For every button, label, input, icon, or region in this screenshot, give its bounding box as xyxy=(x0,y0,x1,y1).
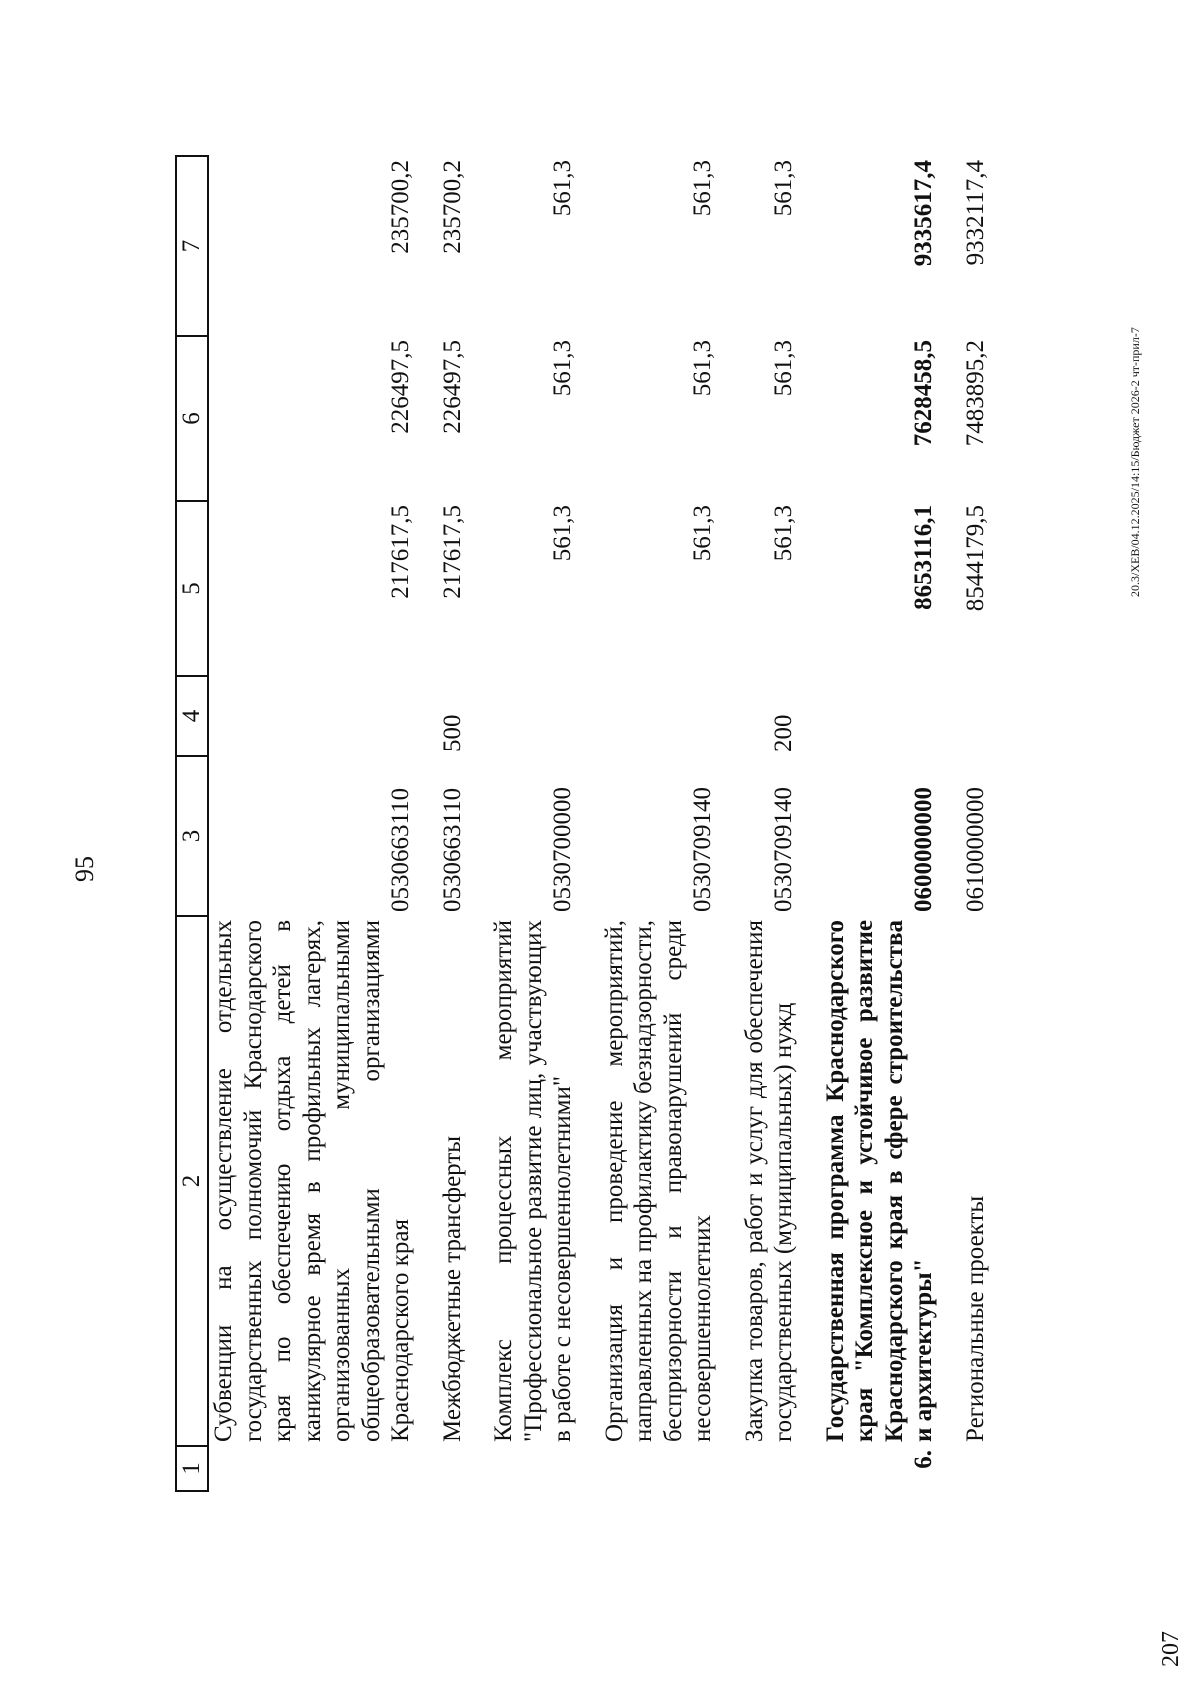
col-header-1: 1 xyxy=(176,1446,208,1491)
row-value-5: 561,3 xyxy=(689,505,716,562)
row-value-6: 561,3 xyxy=(770,340,797,397)
table-row xyxy=(438,156,490,1491)
col-header-2: 2 xyxy=(176,916,208,1446)
row-type: 500 xyxy=(438,714,466,752)
row-number xyxy=(438,1446,490,1491)
row-value-6: 226497,5 xyxy=(438,340,466,434)
row-code: 0610000000 xyxy=(961,787,989,912)
row-value-7: 235700,2 xyxy=(438,160,466,254)
row-value-7: 235700,2 xyxy=(387,160,414,254)
page-number: 95 xyxy=(70,856,99,882)
row-value-7: 561,3 xyxy=(689,160,716,217)
row-type xyxy=(489,676,600,756)
row-code: 0530709140 xyxy=(770,787,797,912)
row-type xyxy=(208,676,438,756)
row-name: Государственная программа Краснодарского края "Комплексное и устойчивое развитие Краснодарского края в сфере строительства и архитектуры" xyxy=(821,920,937,1442)
row-value-6: 226497,5 xyxy=(387,340,414,434)
row-value-5: 561,3 xyxy=(770,505,797,562)
row-number xyxy=(489,1446,600,1491)
row-value-7: 561,3 xyxy=(770,160,797,217)
row-code: 0530663110 xyxy=(438,787,466,912)
row-value-7: 9335617,4 xyxy=(910,160,937,267)
row-value-5: 561,3 xyxy=(549,505,576,562)
row-value-5: 8653116,1 xyxy=(910,505,937,610)
table-row xyxy=(740,156,821,1491)
row-name: Субвенции на осуществление отдельных государственных полномочий Краснодарского края по обеспечению отдыха детей в каникулярное время в профильных лагерях, организованных муниципальными общеобразовательными организациями Краснодарского края xyxy=(210,920,414,1442)
row-value-5: 8544179,5 xyxy=(961,505,989,612)
table-header-row xyxy=(176,156,208,1491)
table-row xyxy=(489,156,600,1491)
col-header-7: 7 xyxy=(176,156,208,336)
col-header-5: 5 xyxy=(176,501,208,676)
col-header-3: 3 xyxy=(176,756,208,916)
row-code: 0530709140 xyxy=(689,787,716,912)
row-name: Комплекс процессных мероприятий "Профессиональное развитие лиц, участвующих в работе с несовершеннолетними" xyxy=(490,920,576,1442)
row-value-7: 561,3 xyxy=(549,160,576,217)
table-row xyxy=(208,156,438,1491)
row-name: Региональные проекты xyxy=(961,1195,989,1442)
row-number xyxy=(961,1446,1013,1491)
row-number xyxy=(740,1446,821,1491)
row-value-7: 9332117,4 xyxy=(961,160,989,266)
row-code: 0530700000 xyxy=(549,787,576,912)
col-header-4: 4 xyxy=(176,676,208,756)
row-value-6: 7483895,2 xyxy=(961,340,989,447)
row-number: 6. xyxy=(910,1450,937,1469)
row-value-5: 217617,5 xyxy=(438,505,466,599)
row-type: 200 xyxy=(770,714,797,752)
row-number xyxy=(600,1446,740,1491)
row-value-6: 561,3 xyxy=(689,340,716,397)
footer-code: 20.3/XEB/04.12.2025/14:15/Бюджет 2026-2 чт-прил-7 xyxy=(1128,327,1142,597)
row-name: Закупка товаров, работ и услуг для обеспечения государственных (муниципальных) нужд xyxy=(740,920,797,1442)
row-value-6: 561,3 xyxy=(549,340,576,397)
table-row xyxy=(600,156,740,1491)
row-value-5: 217617,5 xyxy=(387,505,414,599)
row-name: Межбюджетные трансферты xyxy=(438,1135,466,1442)
row-type xyxy=(821,676,961,756)
row-name: Организация и проведение мероприятий, направленных на профилактику безнадзорности, беспризорности и правонарушений среди несовершеннолетних xyxy=(600,920,716,1442)
budget-table xyxy=(175,155,1012,1492)
row-type xyxy=(600,676,740,756)
sheet-number: 207 xyxy=(1158,1631,1184,1667)
row-code: 0600000000 xyxy=(910,787,937,912)
col-header-6: 6 xyxy=(176,336,208,501)
row-code: 0530663110 xyxy=(387,787,414,912)
row-type xyxy=(961,676,1013,756)
row-value-6: 7628458,5 xyxy=(910,340,937,447)
row-number xyxy=(208,1446,438,1491)
table-row xyxy=(961,156,1013,1491)
table-row-program xyxy=(821,156,961,1491)
